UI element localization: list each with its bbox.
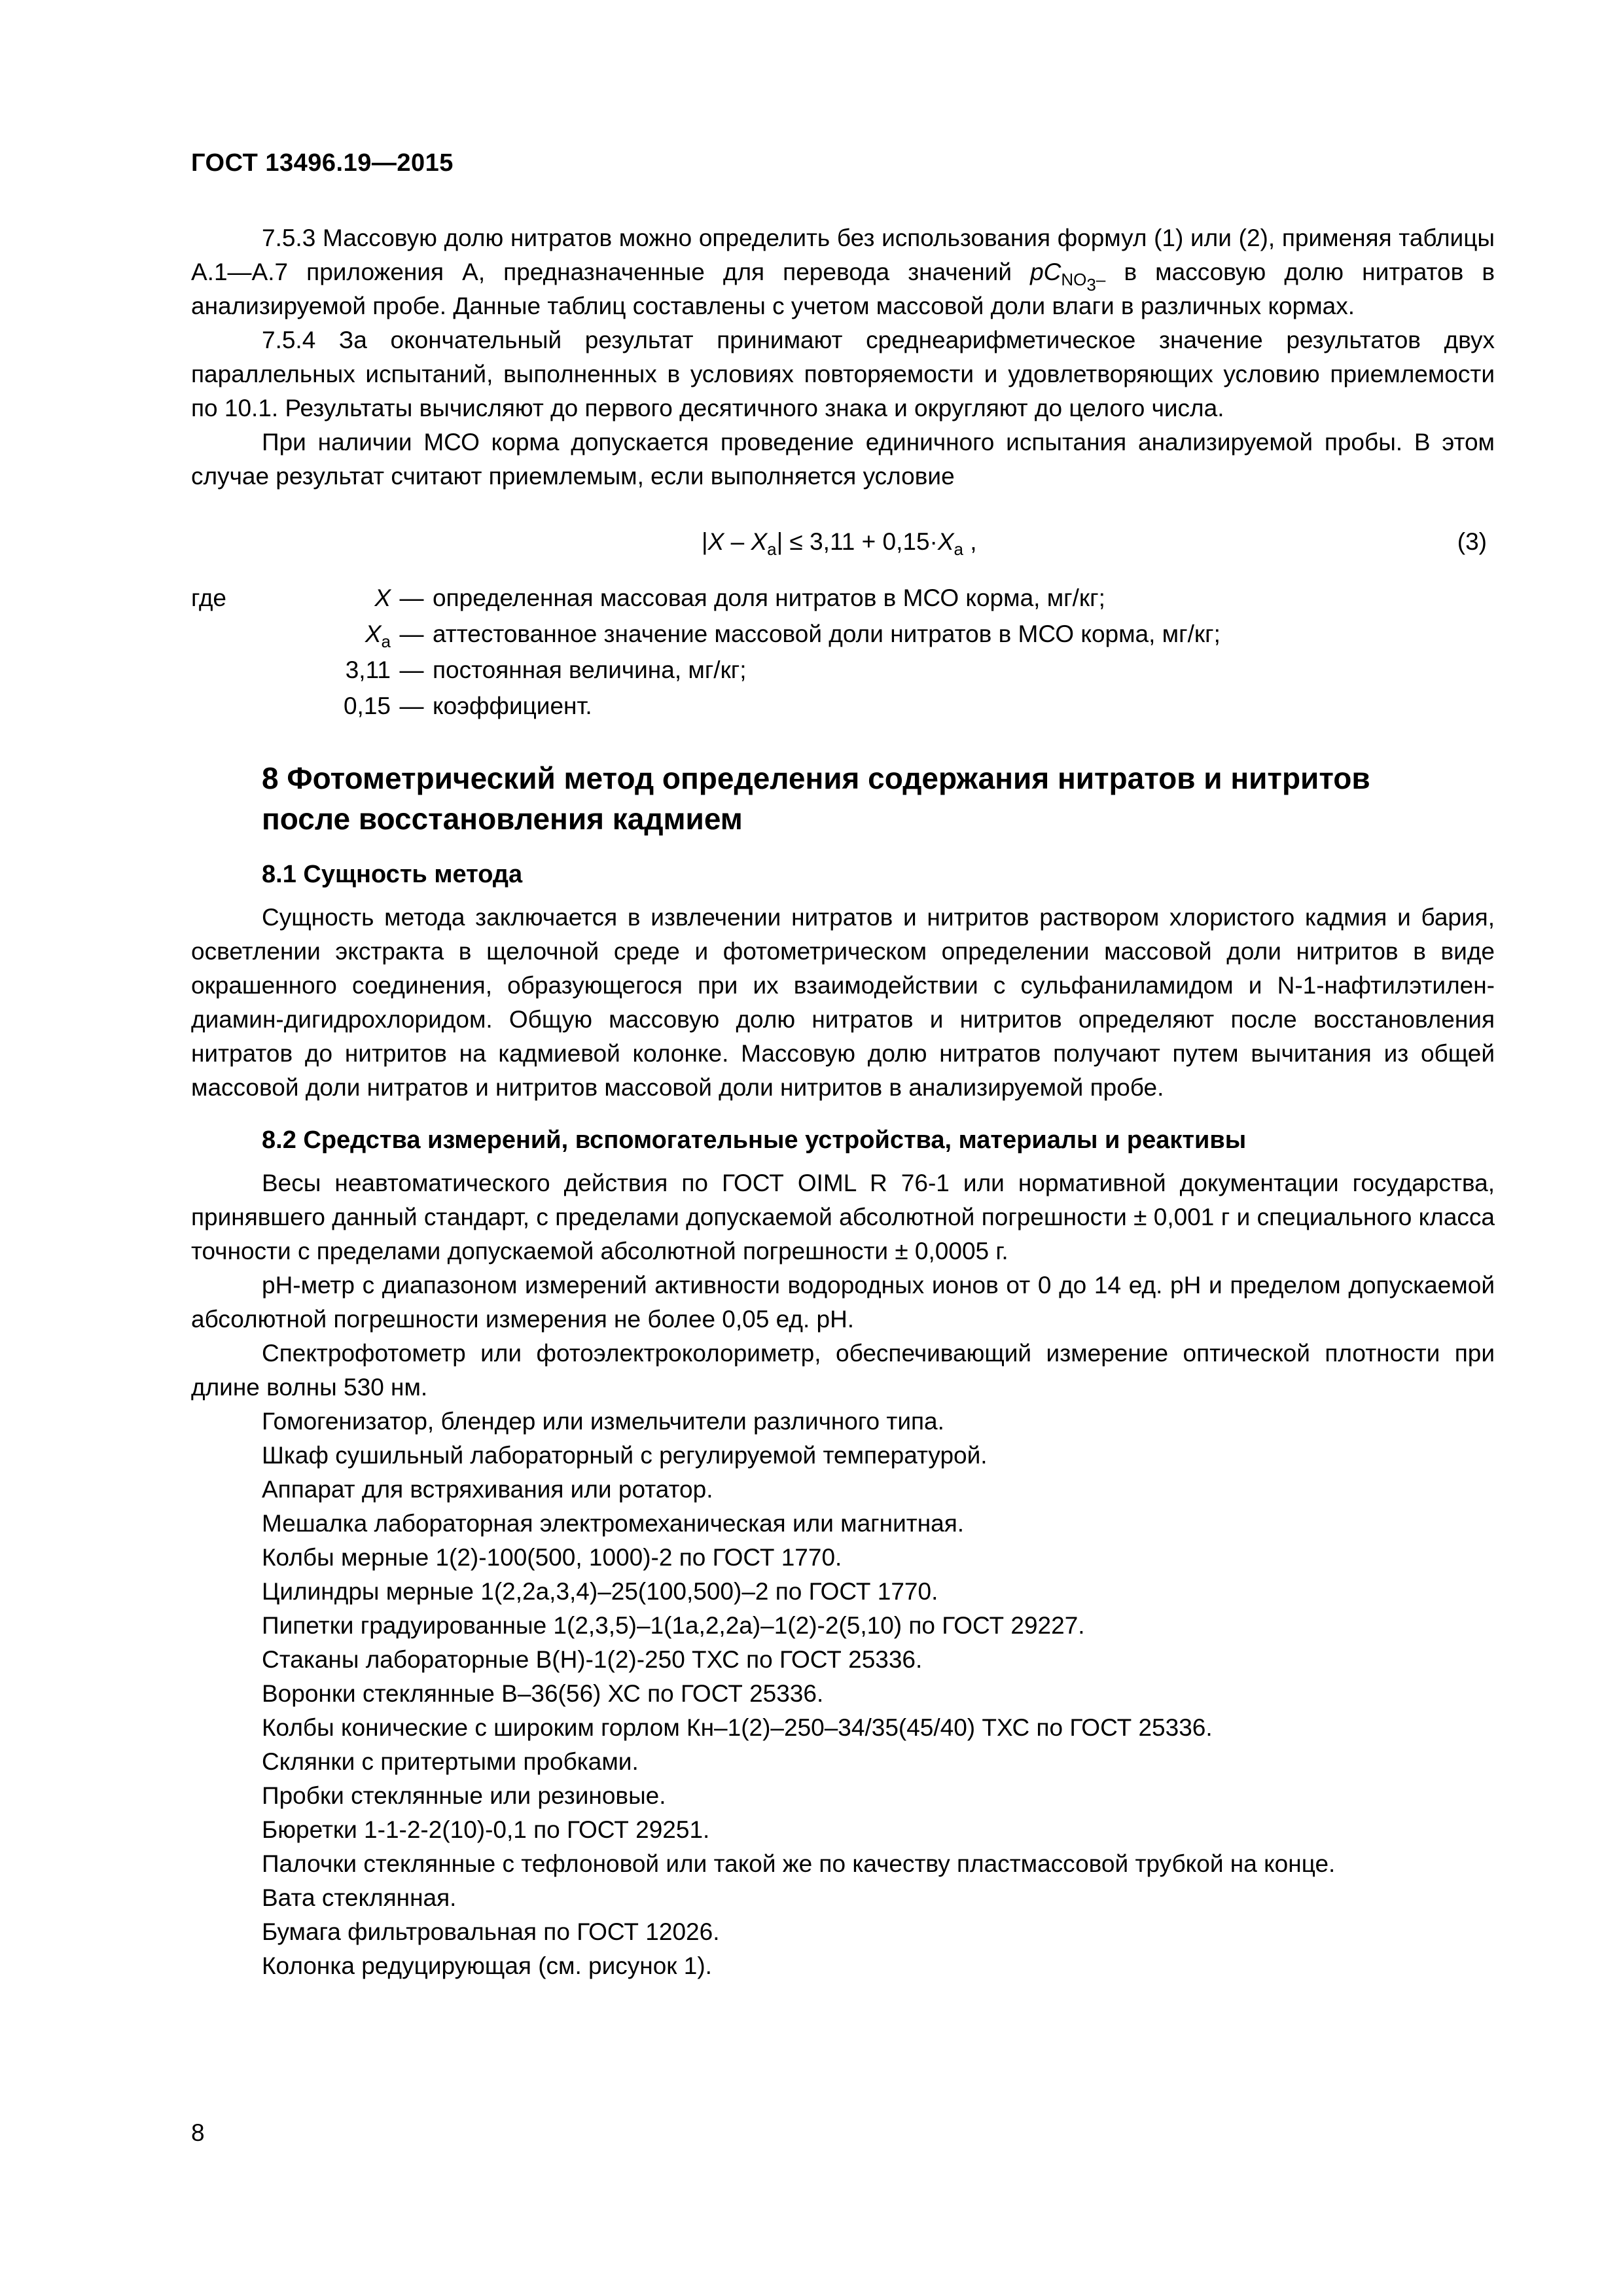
section-8-1-text: Сущность метода заключается в извлечении нитратов и нитритов раствором хлористого кадмия и бария, осветлении экстракта в щелочной среде и фотометрическом определении массовой доли нитритов в виде окрашенного соединения, образующегося при их взаимодействии с сульфаниламидом и N-1-нафтилэтилен-диамин-дигидрохлоридом. Общую массовую долю нитратов и нитритов определяют после восстановления нитратов до нитритов на кадмиевой колонке. Массовую долю нитратов получают путем вычитания из общей массовой доли нитратов и нитритов массовой доли нитритов в анализируемой пробе. bbox=[191, 904, 1495, 1101]
equipment-item: Пипетки градуированные 1(2,3,5)–1(1а,2,2а)–1(2)-2(5,10) по ГОСТ 29227. bbox=[262, 1612, 1085, 1639]
equipment-item: Колонка редуцирующая (см. рисунок 1). bbox=[262, 1952, 712, 1979]
equipment-item: Палочки стеклянные с тефлоновой или такой же по качеству пластмассовой трубкой на конце. bbox=[262, 1850, 1336, 1877]
section-8-1-title: 8.1 Сущность метода bbox=[262, 861, 523, 888]
pc-symbol: pC bbox=[1030, 259, 1061, 285]
formula-number: (3) bbox=[1457, 528, 1487, 555]
where-label: где bbox=[191, 584, 227, 611]
definition-symbol: 3,11 bbox=[345, 656, 391, 683]
equipment-item: Бумага фильтровальная по ГОСТ 12026. bbox=[262, 1918, 720, 1945]
paragraph-ph-meter: рН-метр с диапазоном измерений активности водородных ионов от 0 до 14 ед. рН и пределом допускаемой абсолютной погрешности измерения не более 0,05 ед. рН. bbox=[191, 1272, 1495, 1333]
equipment-item: Шкаф сушильный лабораторный с регулируемой температурой. bbox=[262, 1442, 988, 1469]
definition-row bbox=[191, 580, 1495, 616]
equipment-item: Гомогенизатор, блендер или измельчители различного типа. bbox=[262, 1408, 944, 1435]
definition-dash: — bbox=[399, 620, 424, 647]
definition-text: постоянная величина, мг/кг; bbox=[433, 656, 747, 683]
paragraph-text: 7.5.3 Массовую долю нитратов можно определить без использования формул (1) или (2), применяя таблицы А.1—А.7 приложения А, предназначенные для перевода значений bbox=[191, 224, 1495, 285]
equipment-list bbox=[191, 1405, 1495, 1983]
page-content bbox=[191, 221, 1495, 1983]
definition-row bbox=[191, 688, 1495, 724]
definition-text: коэффициент. bbox=[433, 692, 592, 719]
definition-symbol: 0,15 bbox=[343, 692, 391, 719]
paragraph-7-5-4: 7.5.4 За окончательный результат принимают среднеарифметическое значение результатов двух параллельных испытаний, выполненных в условиях повторяемости и удовлетворяющих условию приемлемости по 10.1. Результаты вычисляют до первого десятичного знака и округляют до целого числа. bbox=[191, 327, 1495, 422]
definition-dash: — bbox=[399, 692, 424, 719]
equipment-item: Колбы мерные 1(2)-100(500, 1000)-2 по ГОСТ 1770. bbox=[262, 1544, 842, 1571]
equipment-item: Аппарат для встряхивания или ротатор. bbox=[262, 1476, 713, 1503]
definition-text: аттестованное значение массовой доли нитратов в МСО корма, мг/кг; bbox=[433, 620, 1221, 647]
section-8-2-title: 8.2 Средства измерений, вспомогательные устройства, материалы и реактивы bbox=[262, 1126, 1247, 1154]
equipment-item: Цилиндры мерные 1(2,2а,3,4)–25(100,500)–2 по ГОСТ 1770. bbox=[262, 1578, 938, 1605]
definition-row bbox=[191, 652, 1495, 688]
equipment-item: Вата стеклянная. bbox=[262, 1884, 457, 1911]
page-number: 8 bbox=[191, 2119, 205, 2146]
pc-subscript: NO3– bbox=[1061, 270, 1106, 295]
formula-3 bbox=[191, 508, 1495, 576]
equipment-item: Склянки с притертыми пробками. bbox=[262, 1748, 639, 1775]
definition-text: определенная массовая доля нитратов в МСО корма, мг/кг; bbox=[433, 584, 1105, 611]
section-8-title: 8 Фотометрический метод определения содержания нитратов и нитритов после восстановления кадмием bbox=[262, 761, 1370, 836]
equipment-item: Бюретки 1-1-2-2(10)-0,1 по ГОСТ 29251. bbox=[262, 1816, 710, 1843]
paragraph-7-5-3 bbox=[191, 221, 1495, 323]
definition-row bbox=[191, 616, 1495, 652]
definition-dash: — bbox=[399, 584, 424, 611]
equipment-item: Колбы конические с широким горлом Кн–1(2)–250–34/35(45/40) ТХС по ГОСТ 25336. bbox=[262, 1714, 1213, 1741]
document-header: ГОСТ 13496.19—2015 bbox=[191, 149, 454, 177]
definition-symbol: $X_а$ bbox=[365, 620, 391, 651]
paragraph-scales: Весы неавтоматического действия по ГОСТ OIML R 76-1 или нормативной документации государства, принявшего данный стандарт, с пределами допускаемой абсолютной погрешности ± 0,001 г и специального класса точности с пределами допускаемой абсолютной погрешности ± 0,0005 г. bbox=[191, 1170, 1495, 1265]
equipment-item: Мешалка лабораторная электромеханическая или магнитная. bbox=[262, 1510, 965, 1537]
definitions-list bbox=[191, 580, 1495, 724]
equipment-item: Воронки стеклянные В–36(56) ХС по ГОСТ 25336. bbox=[262, 1680, 824, 1707]
equipment-item: Стаканы лабораторные В(Н)-1(2)-250 ТХС по ГОСТ 25336. bbox=[262, 1646, 923, 1673]
paragraph-mco: При наличии МСО корма допускается проведение единичного испытания анализируемой пробы. В этом случае результат считают приемлемым, если выполняется условие bbox=[191, 429, 1495, 490]
paragraph-spectrophotometer: Спектрофотометр или фотоэлектроколориметр, обеспечивающий измерение оптической плотности при длине волны 530 нм. bbox=[191, 1340, 1495, 1401]
definition-dash: — bbox=[399, 656, 424, 683]
equipment-item: Пробки стеклянные или резиновые. bbox=[262, 1782, 666, 1809]
paragraph-text: в массовую долю нитратов в анализируемой пробе. Данные таблиц составлены с учетом массовой доли влаги в различных кормах. bbox=[191, 259, 1495, 319]
definition-symbol: X bbox=[374, 584, 391, 611]
formula-expression: $|X - X_а| \le 3,11 + 0,15\cdot X_а$ , bbox=[702, 528, 977, 559]
